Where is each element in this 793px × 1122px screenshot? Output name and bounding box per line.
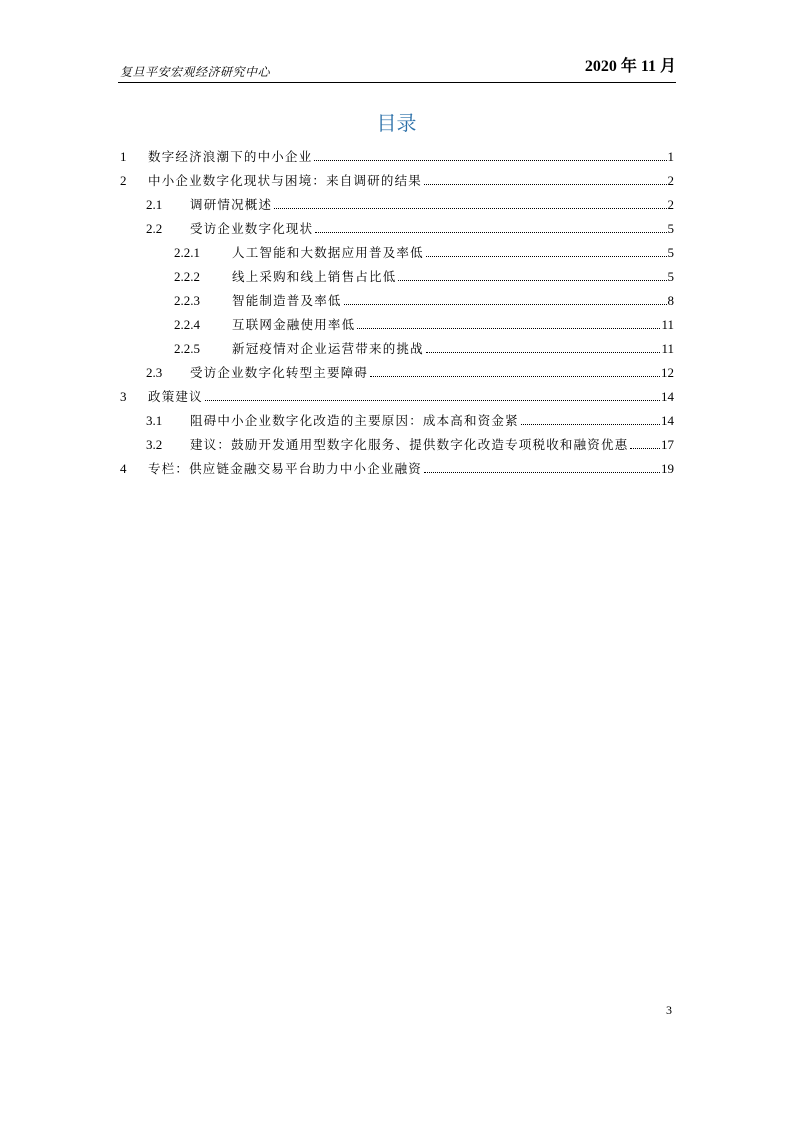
toc-entry-title: 建议：鼓励开发通用型数字化服务、提供数字化改造专项税收和融资优惠	[190, 437, 629, 452]
toc-entry[interactable]	[120, 360, 674, 384]
toc-entry-title: 互联网金融使用率低	[232, 317, 356, 332]
toc-entry-number: 3.2	[146, 437, 163, 452]
toc-dot-leader	[426, 255, 667, 257]
toc-entry-title: 专栏：供应链金融交易平台助力中小企业融资	[148, 461, 423, 476]
toc-entry-title: 线上采购和线上销售占比低	[232, 269, 397, 284]
toc-entry-page: 2	[667, 173, 674, 188]
toc-entry[interactable]	[120, 408, 674, 432]
toc-entry-number: 3	[120, 389, 127, 404]
toc-dot-leader	[424, 183, 666, 185]
toc-entry-number: 2.2.2	[174, 269, 200, 284]
toc-dot-leader	[424, 471, 660, 473]
toc-entry[interactable]	[120, 456, 674, 480]
toc-entry[interactable]	[120, 288, 674, 312]
toc-entry-title: 人工智能和大数据应用普及率低	[232, 245, 424, 260]
header-organization: 复旦平安宏观经济研究中心	[120, 65, 271, 79]
toc-entry-number: 3.1	[146, 413, 163, 428]
table-of-contents	[120, 144, 674, 480]
toc-entry[interactable]	[120, 240, 674, 264]
toc-entry-page: 1	[667, 149, 674, 164]
toc-entry-title: 调研情况概述	[190, 197, 273, 212]
toc-entry-number: 2.1	[146, 197, 163, 212]
toc-entry-title: 新冠疫情对企业运营带来的挑战	[232, 341, 424, 356]
toc-entry-page: 12	[661, 365, 674, 380]
toc-entry-page: 8	[667, 293, 674, 308]
toc-dot-leader	[357, 327, 660, 329]
toc-entry[interactable]	[120, 168, 674, 192]
toc-entry[interactable]	[120, 264, 674, 288]
toc-dot-leader	[521, 423, 660, 425]
toc-entry-number: 2.3	[146, 365, 163, 380]
toc-entry[interactable]	[120, 312, 674, 336]
toc-entry[interactable]	[120, 192, 674, 216]
toc-entry-number: 1	[120, 149, 127, 164]
toc-entry-number: 4	[120, 461, 127, 476]
toc-entry-title: 受访企业数字化现状	[190, 221, 314, 236]
toc-entry-page: 5	[667, 221, 674, 236]
toc-entry-page: 5	[667, 269, 674, 284]
toc-entry-number: 2.2	[146, 221, 163, 236]
toc-entry-page: 14	[661, 413, 674, 428]
toc-dot-leader	[370, 375, 660, 377]
toc-dot-leader	[398, 279, 666, 281]
toc-entry-page: 14	[661, 389, 674, 404]
toc-dot-leader	[205, 399, 660, 401]
toc-entry-number: 2.2.1	[174, 245, 200, 260]
toc-entry-page: 2	[667, 197, 674, 212]
toc-entry-number: 2.2.5	[174, 341, 200, 356]
toc-entry[interactable]	[120, 432, 674, 456]
toc-entry-title: 受访企业数字化转型主要障碍	[190, 365, 369, 380]
toc-entry-number: 2	[120, 173, 127, 188]
toc-entry-page: 5	[667, 245, 674, 260]
toc-dot-leader	[315, 231, 666, 233]
toc-entry-page: 17	[661, 437, 674, 452]
toc-dot-leader	[314, 159, 666, 161]
toc-entry-page: 19	[661, 461, 674, 476]
toc-dot-leader	[274, 207, 666, 209]
toc-dot-leader	[426, 351, 661, 353]
toc-entry-title: 智能制造普及率低	[232, 293, 342, 308]
toc-entry-title: 阻碍中小企业数字化改造的主要原因：成本高和资金紧	[190, 413, 519, 428]
toc-entry[interactable]	[120, 216, 674, 240]
page-number: 3	[666, 1003, 672, 1017]
toc-entry-number: 2.2.3	[174, 293, 200, 308]
toc-entry-page: 11	[661, 317, 674, 332]
toc-title: 目录	[376, 111, 417, 135]
toc-entry[interactable]	[120, 144, 674, 168]
header-divider	[118, 82, 676, 83]
toc-dot-leader	[344, 303, 667, 305]
toc-entry-title: 中小企业数字化现状与困境：来自调研的结果	[148, 173, 423, 188]
toc-entry[interactable]	[120, 384, 674, 408]
toc-entry-number: 2.2.4	[174, 317, 200, 332]
toc-entry-page: 11	[661, 341, 674, 356]
toc-dot-leader	[630, 447, 660, 449]
toc-entry[interactable]	[120, 336, 674, 360]
toc-entry-title: 数字经济浪潮下的中小企业	[148, 149, 313, 164]
header-date: 2020 年 11 月	[584, 58, 676, 75]
toc-entry-title: 政策建议	[148, 389, 203, 404]
